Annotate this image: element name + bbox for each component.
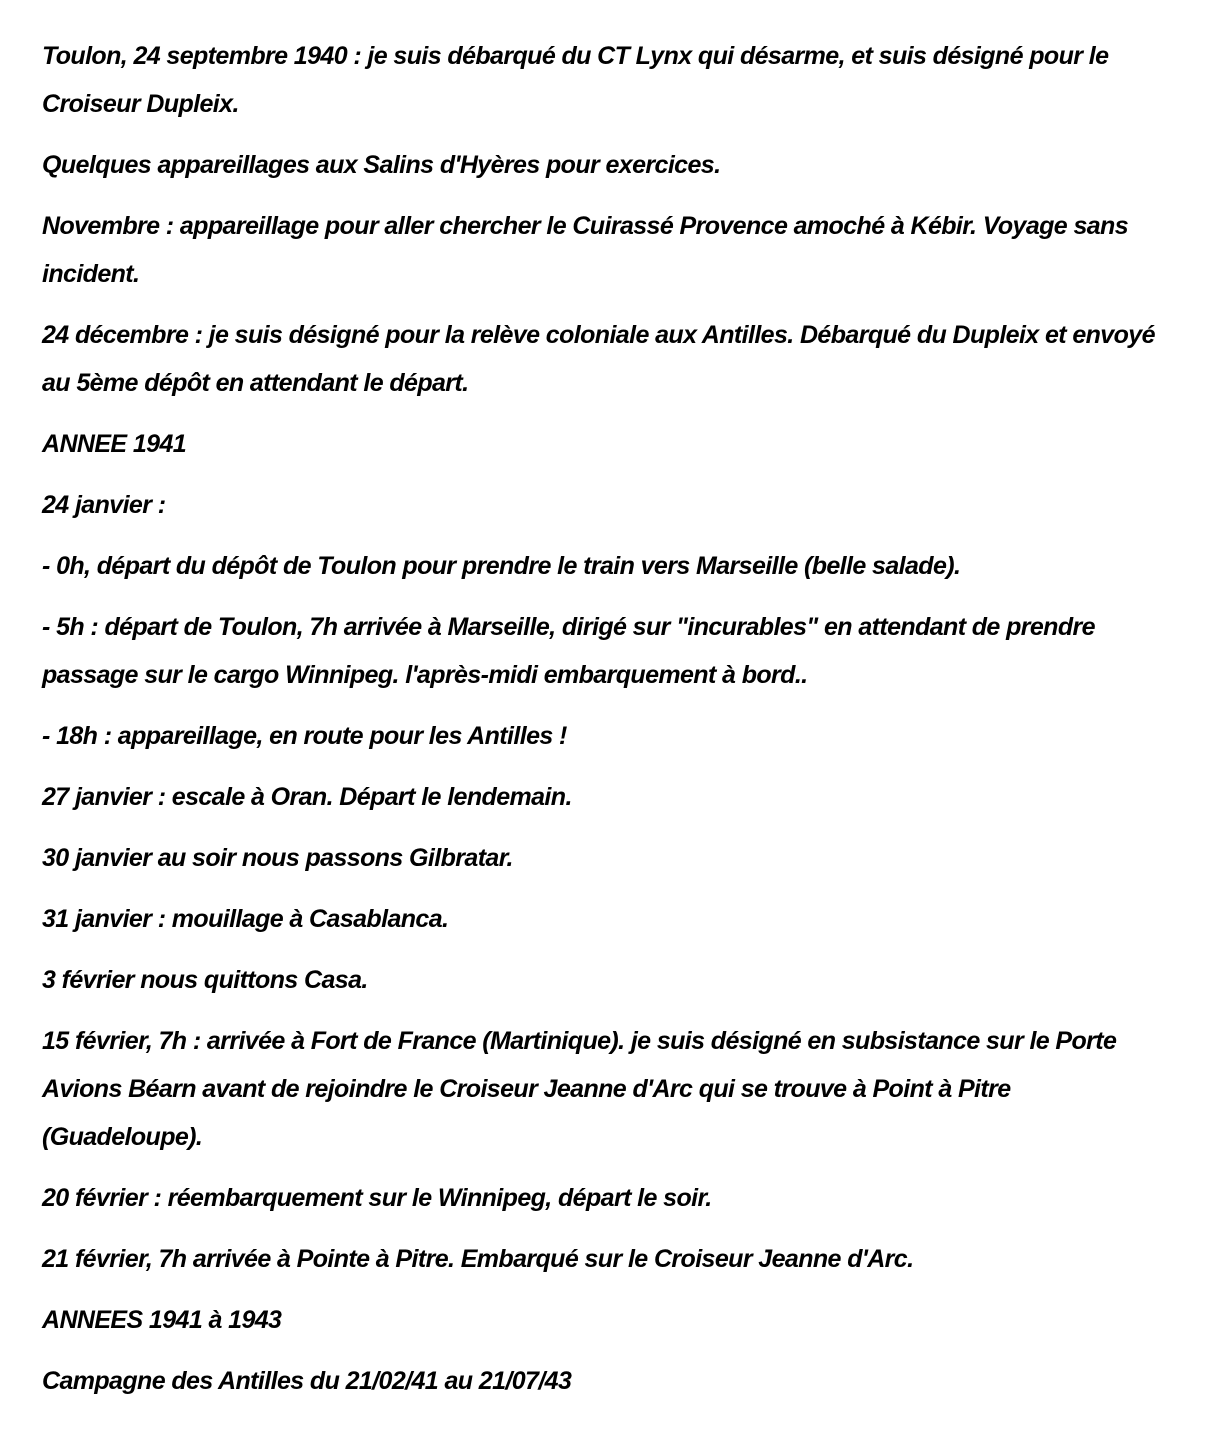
paragraph-entry-20-fevrier: 20 février : réembarquement sur le Winnipeg, départ le soir. [42,1184,712,1212]
paragraph-entry-3-fevrier: 3 février nous quittons Casa. [42,966,368,994]
paragraph-entry-15-fevrier: 15 février, 7h : arrivée à Fort de France (Martinique). je suis désigné en subsistance sur le Porte Avions Béarn avant de rejoindre le Croiseur Jeanne d'Arc qui se trouve à Point à Pitre (Guadeloupe). [42,1027,1117,1151]
paragraph-entry-24-janvier: 24 janvier : [42,491,166,519]
paragraph-entry-27-janvier: 27 janvier : escale à Oran. Départ le lendemain. [42,783,572,811]
heading-annee-1941: ANNEE 1941 [42,430,187,458]
paragraph-entry-5h: - 5h : départ de Toulon, 7h arrivée à Marseille, dirigé sur "incurables" en attendant de prendre passage sur le cargo Winnipeg. l'après-midi embarquement à bord.. [42,613,1095,689]
paragraph-entry-campagne-antilles: Campagne des Antilles du 21/02/41 au 21/07/43 [42,1367,572,1395]
paragraph-entry-0h: - 0h, départ du dépôt de Toulon pour prendre le train vers Marseille (belle salade). [42,552,961,580]
paragraph-entry-novembre: Novembre : appareillage pour aller chercher le Cuirassé Provence amoché à Kébir. Voyage sans incident. [42,212,1129,288]
heading-annees-1941-1943: ANNEES 1941 à 1943 [42,1306,282,1334]
paragraph-entry-31-janvier: 31 janvier : mouillage à Casablanca. [42,905,449,933]
paragraph-entry-21-fevrier: 21 février, 7h arrivée à Pointe à Pitre. Embarqué sur le Croiseur Jeanne d'Arc. [42,1245,914,1273]
paragraph-entry-30-janvier: 30 janvier au soir nous passons Gilbratar. [42,844,513,872]
paragraph-entry-appareillages: Quelques appareillages aux Salins d'Hyères pour exercices. [42,151,721,179]
paragraph-entry-18h: - 18h : appareillage, en route pour les Antilles ! [42,722,567,750]
paragraph-entry-toulon-sept-1940: Toulon, 24 septembre 1940 : je suis débarqué du CT Lynx qui désarme, et suis désigné pour le Croiseur Dupleix. [42,42,1109,118]
paragraph-entry-24-decembre: 24 décembre : je suis désigné pour la relève coloniale aux Antilles. Débarqué du Dupleix et envoyé au 5ème dépôt en attendant le départ. [42,321,1155,397]
